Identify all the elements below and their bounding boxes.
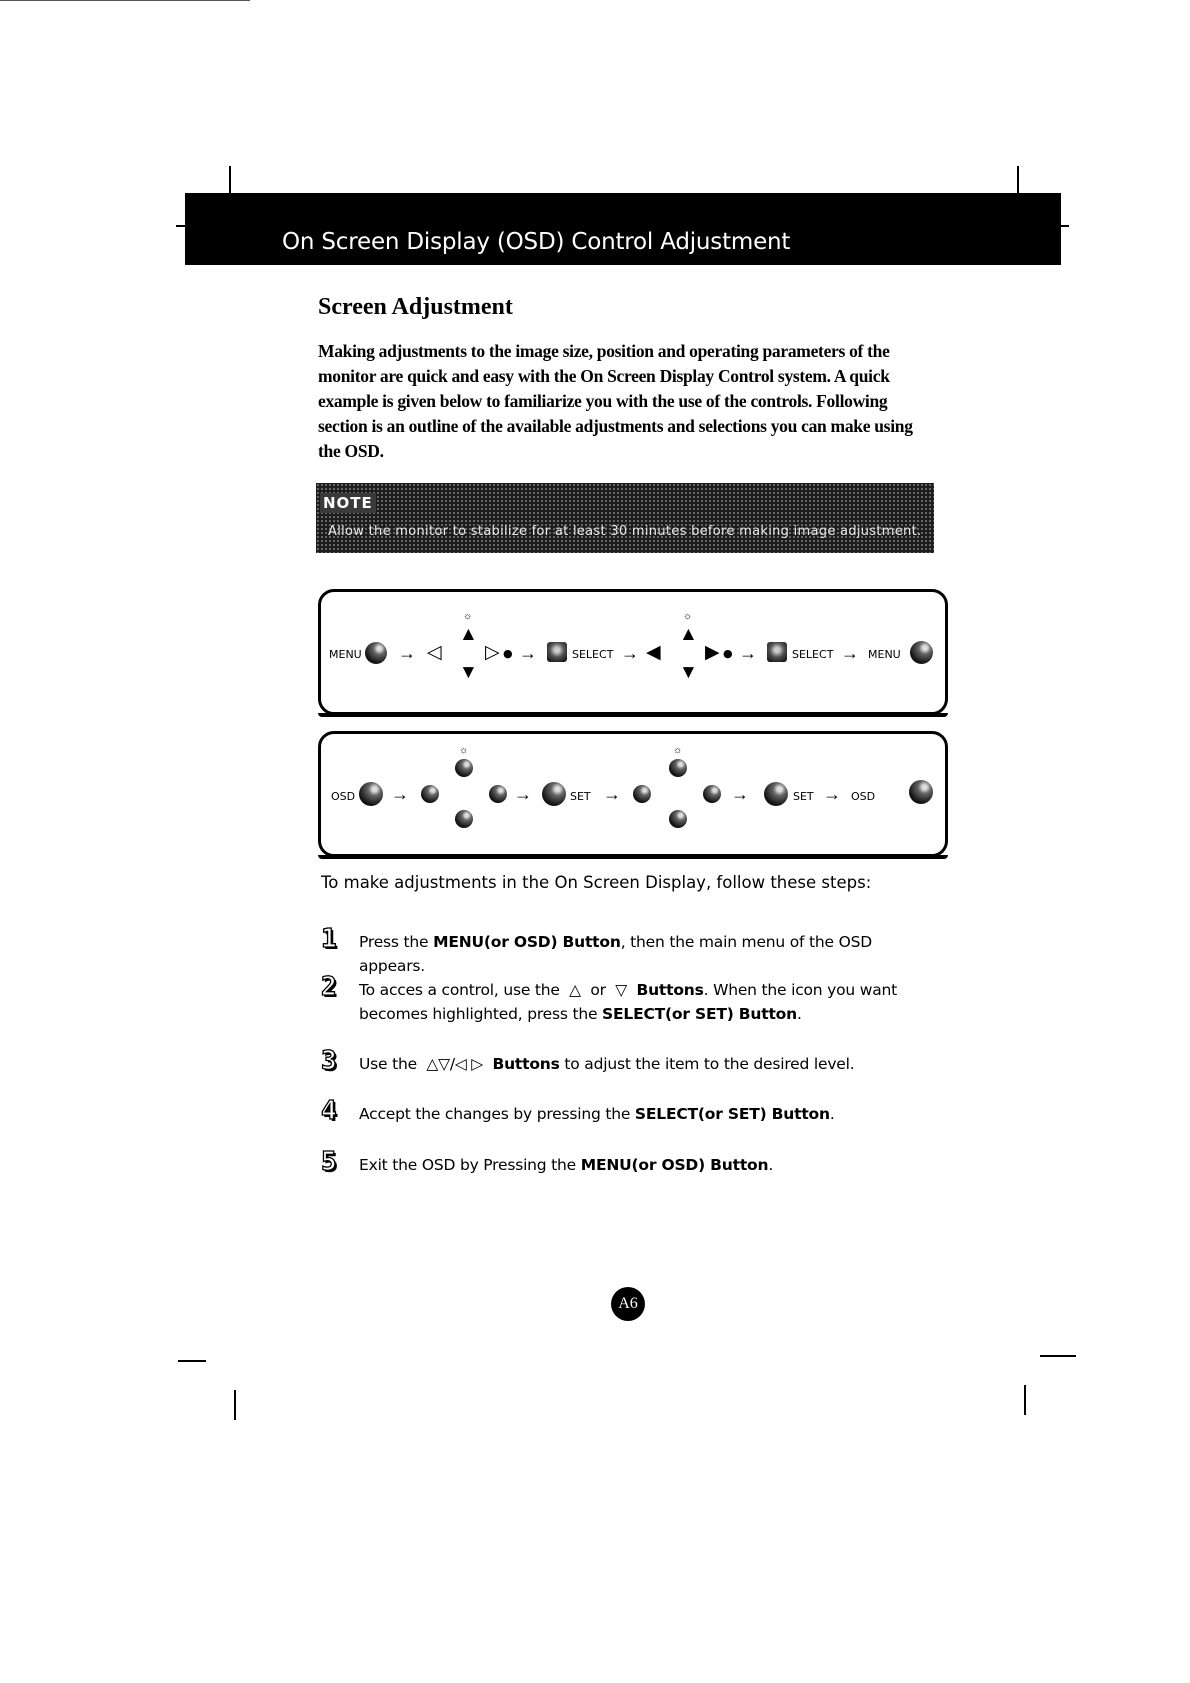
down-button-icon: [669, 810, 687, 828]
page-title: On Screen Display (OSD) Control Adjustment: [282, 229, 791, 255]
intro-paragraph: Making adjustments to the image size, position and operating parameters of the monitor are quick and easy with the On Screen Display Control system. A quick example is given below to familiarize you with the use of the controls. Following section is an outline of the available adjustments and selections you can make using the OSD.: [318, 341, 913, 461]
step-number: 2: [321, 972, 337, 1002]
left-triangle-icon: ◁: [427, 642, 442, 663]
osd-button-icon: [359, 782, 383, 806]
arrow-icon: →: [841, 643, 859, 663]
osd-button-icon: [909, 780, 933, 804]
step-text: Accept the changes by pressing the SELECT(or SET) Button.: [359, 1105, 835, 1123]
select-label: SELECT: [572, 648, 614, 661]
note-text: Allow the monitor to stabilize for at least 30 minutes before making image adjustment.: [328, 524, 922, 539]
set-button-icon: [542, 782, 566, 806]
arrow-icon: →: [823, 784, 841, 804]
up-button-icon: [455, 759, 473, 777]
step-text: Exit the OSD by Pressing the MENU(or OSD) Button.: [359, 1156, 774, 1174]
crop-mark: [234, 1390, 236, 1420]
up-triangle-icon: ▲: [459, 624, 478, 645]
brightness-icon: ☼: [459, 745, 469, 756]
left-triangle-icon: ◀: [646, 642, 661, 663]
menu-label: MENU: [329, 648, 362, 661]
arrow-icon: →: [731, 784, 749, 804]
arrow-icon: →: [519, 643, 537, 663]
menu-label: MENU: [868, 648, 901, 661]
brightness-icon: ☼: [463, 611, 473, 622]
select-button-icon: [547, 642, 567, 662]
right-button-icon: [703, 785, 721, 803]
select-label: SELECT: [792, 648, 834, 661]
section-title: Screen Adjustment: [318, 294, 513, 320]
select-button-icon: [767, 642, 787, 662]
set-button-icon: [764, 782, 788, 806]
note-banner: [316, 483, 934, 553]
down-button-icon: [455, 810, 473, 828]
set-label: SET: [793, 790, 814, 803]
up-button-icon: [669, 759, 687, 777]
menu-flow-diagram: [318, 589, 948, 715]
arrow-icon: →: [621, 643, 639, 663]
crop-mark: [178, 1360, 206, 1362]
right-button-icon: [489, 785, 507, 803]
up-triangle-icon: ▲: [679, 624, 698, 645]
right-triangle-icon: ▶: [705, 642, 720, 663]
left-button-icon: [633, 785, 651, 803]
crop-mark: [1024, 1385, 1026, 1415]
top-rule: [0, 0, 250, 1]
crop-mark: [1040, 1355, 1076, 1357]
contrast-icon: ☼: [673, 745, 683, 756]
page-number-badge: A6: [611, 1287, 645, 1321]
instructions-text: To make adjustments in the On Screen Display, follow these steps:: [321, 873, 872, 892]
note-label: NOTE: [320, 493, 376, 513]
down-triangle-icon: ▼: [679, 662, 698, 683]
step-number: 5: [321, 1147, 337, 1177]
arrow-icon: →: [603, 784, 621, 804]
crop-mark: [1061, 225, 1069, 227]
osd-flow-diagram: [318, 731, 948, 857]
step-number: 1: [321, 924, 337, 954]
arrow-icon: →: [514, 784, 532, 804]
set-label: SET: [570, 790, 591, 803]
crop-mark: [1017, 166, 1019, 196]
step-text: To acces a control, use the △ or ▽ Buttons. When the icon you want becomes highlighted, press the SELECT(or SET) Button.: [359, 981, 898, 1023]
header-bar: [185, 193, 1061, 265]
dot-icon: ●: [503, 647, 513, 660]
arrow-icon: →: [739, 643, 757, 663]
osd-label: OSD: [331, 790, 356, 803]
down-triangle-icon: ▼: [459, 662, 478, 683]
menu-button-icon: [910, 641, 933, 664]
step-text: Press the MENU(or OSD) Button, then the main menu of the OSD appears.: [359, 933, 872, 975]
menu-button-icon: [365, 642, 387, 664]
step-number: 3: [321, 1046, 337, 1076]
arrow-icon: →: [398, 643, 416, 663]
dot-icon: ●: [723, 647, 733, 660]
right-triangle-icon: ▷: [485, 642, 500, 663]
osd-label: OSD: [851, 790, 876, 803]
contrast-icon: ☼: [683, 611, 693, 622]
step-text: Use the △▽/◁ ▷ Buttons to adjust the item to the desired level.: [359, 1055, 855, 1073]
step-number: 4: [321, 1096, 337, 1126]
crop-mark: [229, 166, 231, 196]
arrow-icon: →: [391, 784, 409, 804]
left-button-icon: [421, 785, 439, 803]
